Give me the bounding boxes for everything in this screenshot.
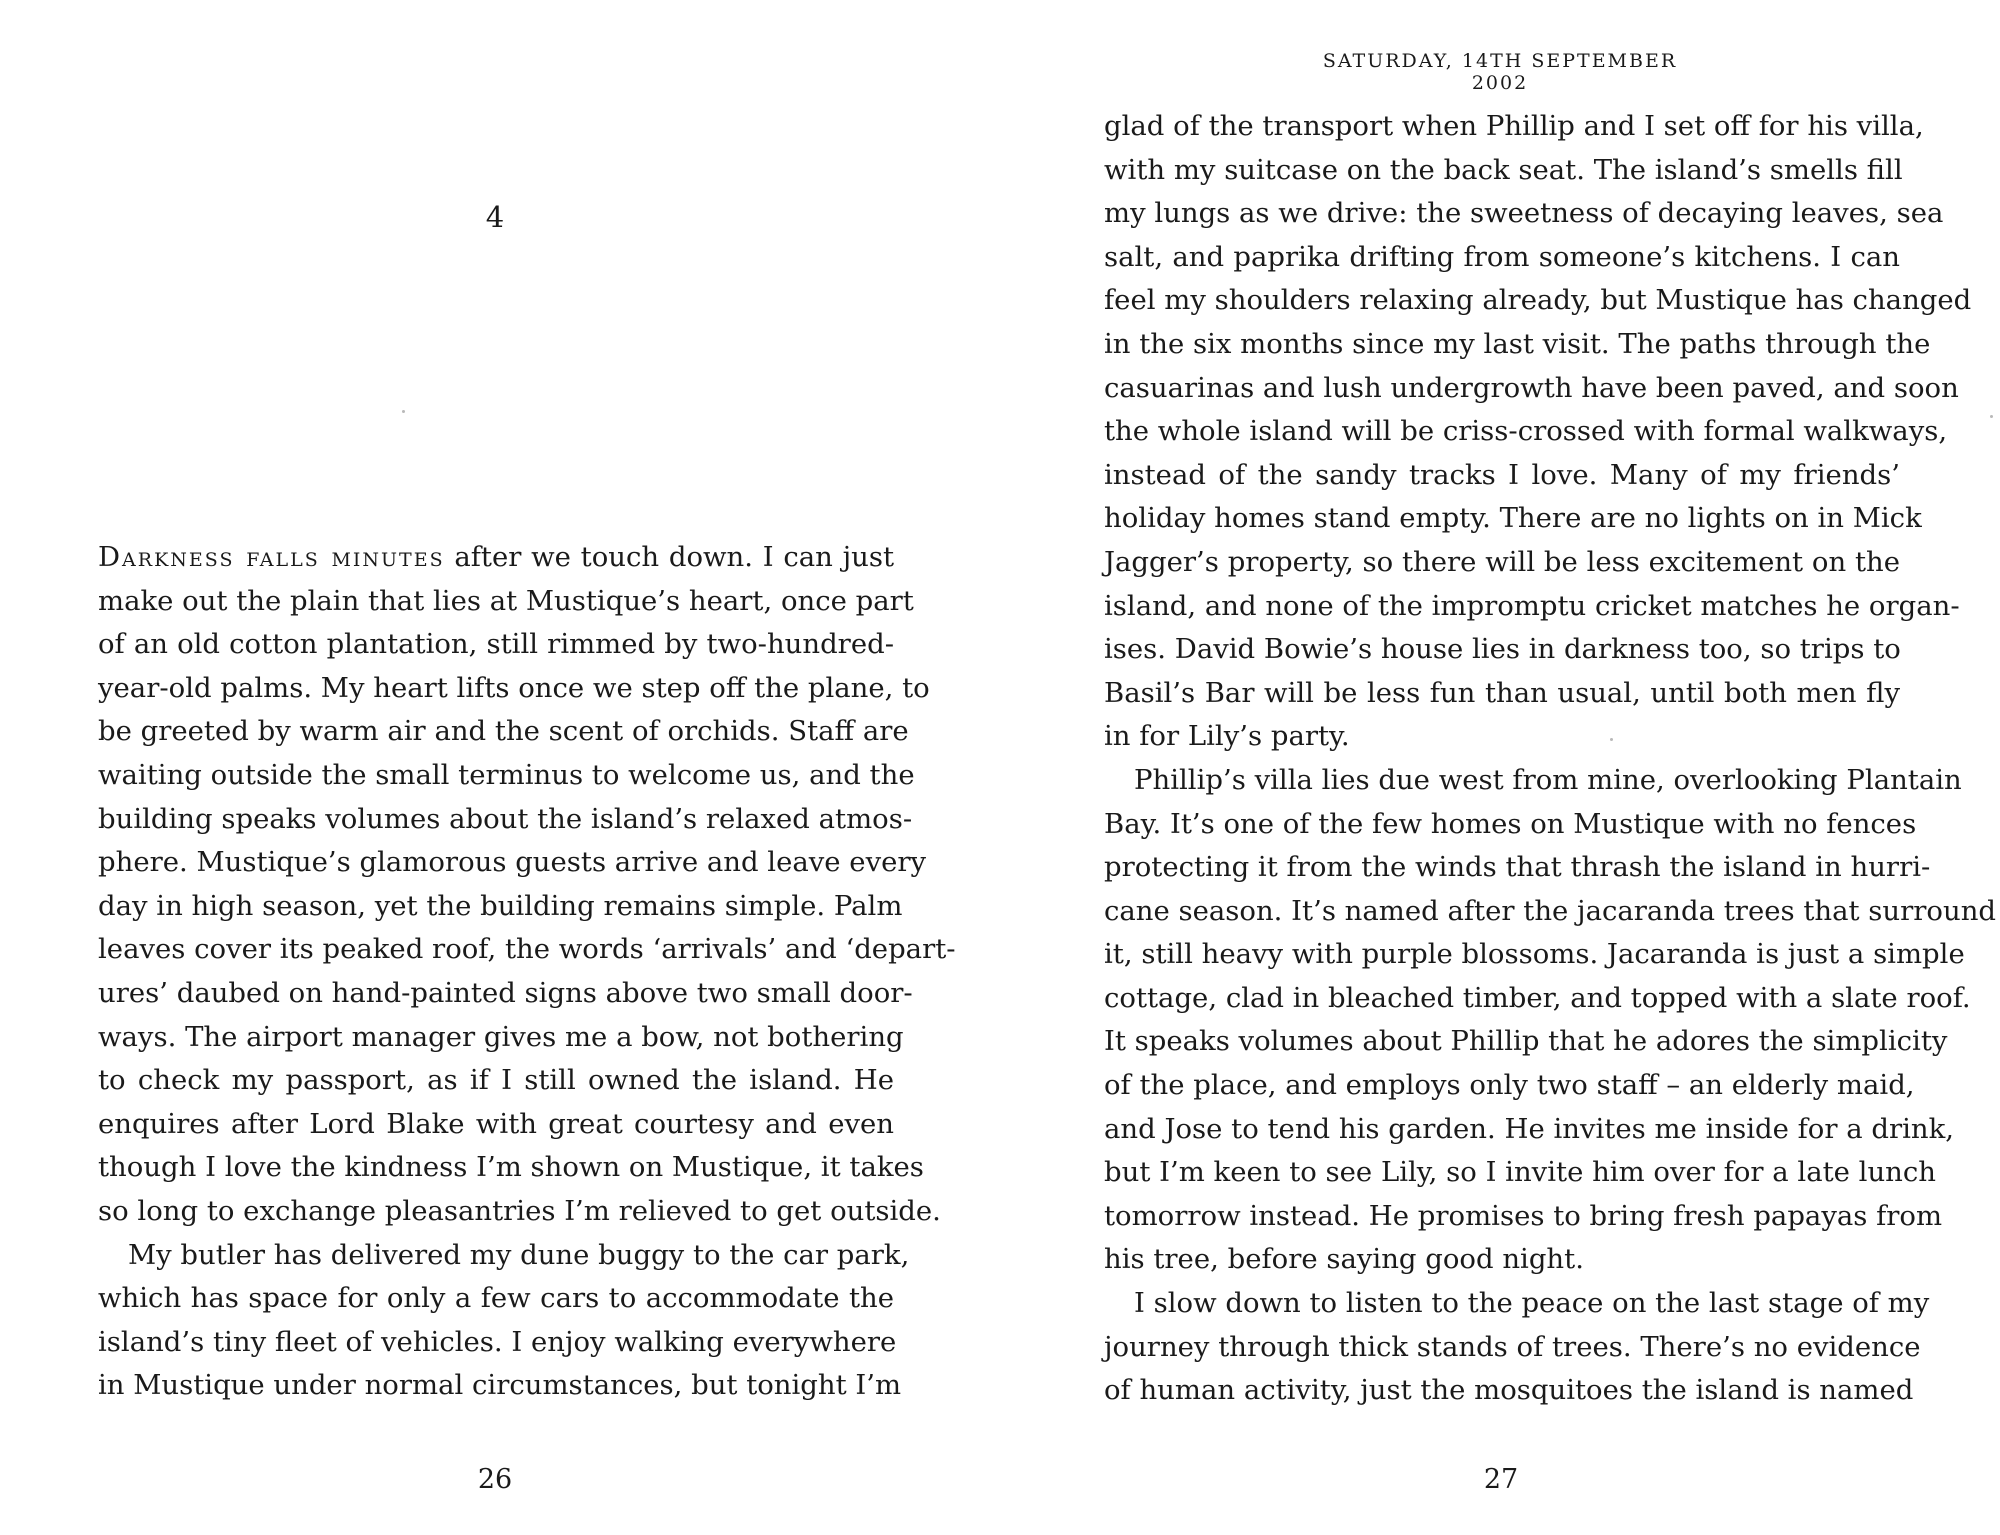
- text-line: tomorrow instead. He promises to bring fresh papayas from: [1104, 1199, 1943, 1232]
- text-line: of the place, and employs only two staff – an elderly maid,: [1104, 1069, 1915, 1102]
- text-line: with my suitcase on the back seat. The island’s smells fill: [1104, 153, 1903, 186]
- text-line: feel my shoulders relaxing already, but Mustique has changed: [1104, 284, 1972, 317]
- text-line: make out the plain that lies at Mustique’s heart, once part: [98, 584, 914, 617]
- text-line: of an old cotton plantation, still rimmed by two-hundred-: [98, 628, 894, 661]
- text-line: ises. David Bowie’s house lies in darkness too, so trips to: [1104, 633, 1901, 666]
- text-line: Jagger’s property, so there will be less excitement on the: [1104, 545, 1900, 578]
- first-line-rest: after we touch down. I can just: [444, 541, 895, 573]
- text-line: so long to exchange pleasantries I’m relieved to get outside.: [98, 1194, 941, 1227]
- text-line: it, still heavy with purple blossoms. Jacaranda is just a simple: [1104, 938, 1965, 971]
- scan-speck: [402, 410, 405, 413]
- text-line: in the six months since my last visit. The paths through the: [1104, 327, 1931, 360]
- text-line: It speaks volumes about Phillip that he adores the simplicity: [1104, 1025, 1948, 1058]
- text-line: holiday homes stand empty. There are no lights on in Mick: [1104, 502, 1922, 535]
- text-line: salt, and paprika drifting from someone’s kitchens. I can: [1104, 240, 1900, 273]
- text-line: island, and none of the impromptu cricket matches he organ-: [1104, 589, 1960, 622]
- page-number-left: 26: [477, 1464, 513, 1495]
- text-line: of human activity, just the mosquitoes the island is named: [1104, 1374, 1914, 1407]
- text-line: to check my passport, as if I still owned the island. He: [98, 1064, 894, 1097]
- text-line: Basil’s Bar will be less fun than usual, until both men fly: [1104, 676, 1900, 709]
- text-line: building speaks volumes about the island’s relaxed atmos-: [98, 802, 913, 835]
- text-line: year-old palms. My heart lifts once we step off the plane, to: [98, 671, 930, 704]
- right-page-text: [1104, 105, 1997, 1413]
- text-line: though I love the kindness I’m shown on Mustique, it takes: [98, 1151, 924, 1184]
- chapter-number: 4: [485, 200, 505, 234]
- text-line: phere. Mustique’s glamorous guests arrive and leave every: [98, 846, 927, 879]
- text-line: enquires after Lord Blake with great courtesy and even: [98, 1107, 894, 1140]
- text-line: casuarinas and lush undergrowth have been paved, and soon: [1104, 371, 1959, 404]
- text-line: my lungs as we drive: the sweetness of decaying leaves, sea: [1104, 197, 1944, 230]
- text-line: journey through thick stands of trees. There’s no evidence: [1104, 1330, 1921, 1363]
- text-line: ways. The airport manager gives me a bow, not bothering: [98, 1020, 904, 1053]
- text-line: instead of the sandy tracks I love. Many of my friends’: [1104, 458, 1900, 491]
- left-page-text: [98, 536, 956, 1408]
- page-number-right: 27: [1483, 1464, 1519, 1495]
- text-line: protecting it from the winds that thrash the island in hurri-: [1104, 851, 1931, 884]
- text-line: Phillip’s villa lies due west from mine, overlooking Plantain: [1134, 763, 1962, 796]
- text-line: cottage, clad in bleached timber, and topped with a slate roof.: [1104, 981, 1971, 1014]
- text-line: Bay. It’s one of the few homes on Mustique with no fences: [1104, 807, 1917, 840]
- text-line: island’s tiny fleet of vehicles. I enjoy walking everywhere: [98, 1325, 897, 1358]
- running-head: SATURDAY, 14TH SEPTEMBER 2002: [1322, 50, 1678, 94]
- text-line: in for Lily’s party.: [1104, 720, 1350, 753]
- text-line: My butler has delivered my dune buggy to the car park,: [128, 1238, 910, 1271]
- text-line: [98, 536, 894, 580]
- text-line: cane season. It’s named after the jacaranda trees that surround: [1104, 894, 1997, 927]
- text-line: and Jose to tend his garden. He invites me inside for a drink,: [1104, 1112, 1955, 1145]
- text-line: but I’m keen to see Lily, so I invite him over for a late lunch: [1104, 1156, 1937, 1189]
- text-line: the whole island will be criss-crossed with formal walkways,: [1104, 415, 1948, 448]
- scan-speck: [1610, 738, 1613, 741]
- text-line: which has space for only a few cars to accommodate the: [98, 1282, 894, 1315]
- text-line: leaves cover its peaked roof, the words ‘arrivals’ and ‘depart-: [98, 933, 956, 966]
- text-line: his tree, before saying good night.: [1104, 1243, 1584, 1276]
- text-line: be greeted by warm air and the scent of orchids. Staff are: [98, 715, 909, 748]
- text-line: ures’ daubed on hand-painted signs above two small door-: [98, 976, 913, 1009]
- text-line: I slow down to listen to the peace on the last stage of my: [1134, 1287, 1930, 1320]
- text-line: glad of the transport when Phillip and I set off for his villa,: [1104, 110, 1924, 142]
- scan-speck: [1990, 415, 1993, 418]
- opening-small-caps: Darkness falls minutes: [98, 541, 445, 573]
- text-line: in Mustique under normal circumstances, but tonight I’m: [98, 1369, 902, 1402]
- text-line: day in high season, yet the building remains simple. Palm: [98, 889, 903, 922]
- text-line: waiting outside the small terminus to welcome us, and the: [98, 758, 915, 791]
